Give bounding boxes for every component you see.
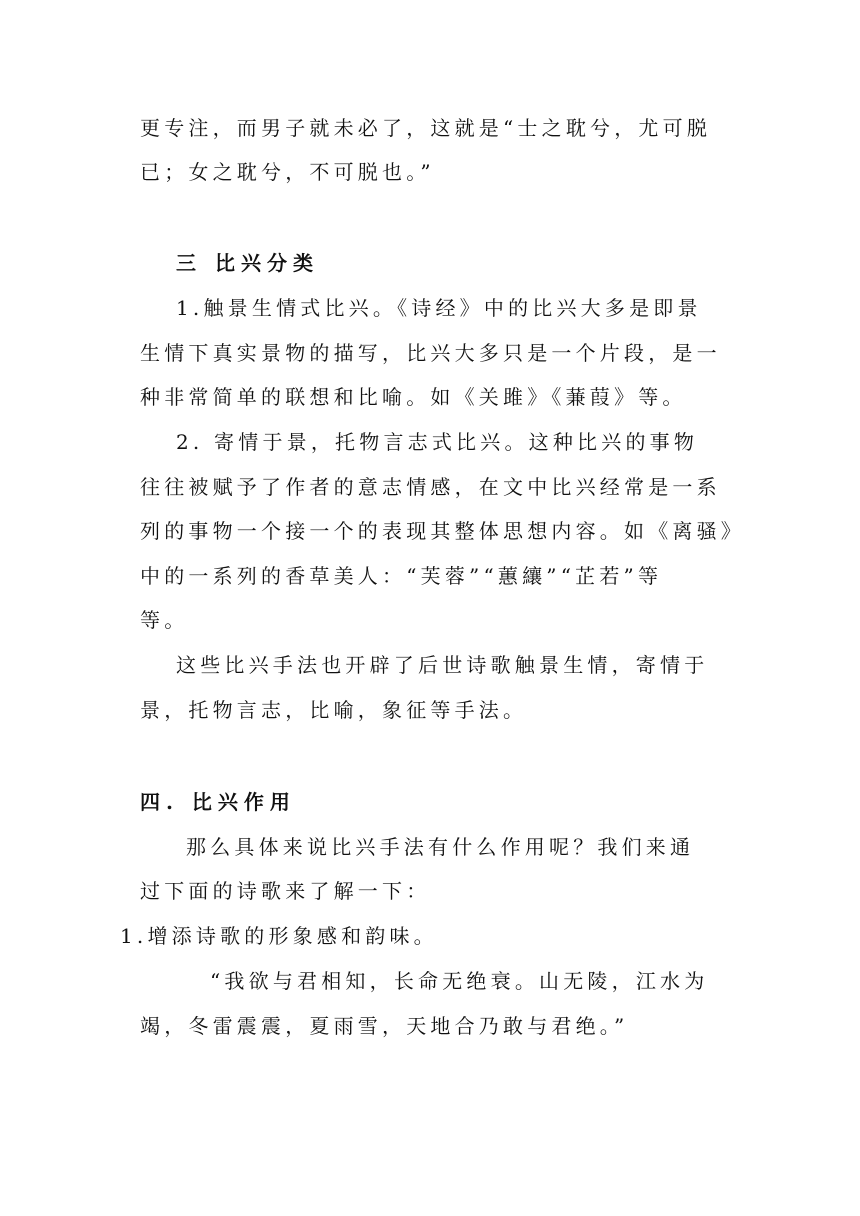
paragraph-line: 等。 xyxy=(140,608,189,632)
quote-line: “我欲与君相知，长命无绝衰。山无陵，江水为 xyxy=(210,969,709,993)
list-item: 1.增添诗歌的形象感和韵味。 xyxy=(120,924,438,948)
paragraph-line: 生情下真实景物的描写，比兴大多只是一个片段，是一 xyxy=(140,341,721,365)
paragraph-line: 这些比兴手法也开辟了后世诗歌触景生情，寄情于 xyxy=(176,653,709,677)
section-heading: 三 比兴分类 xyxy=(176,251,319,275)
paragraph-line: 2. 寄情于景，托物言志式比兴。这种比兴的事物 xyxy=(176,430,699,454)
paragraph-line: 景，托物言志，比喻，象征等手法。 xyxy=(140,698,528,722)
paragraph-line: 过下面的诗歌来了解一下： xyxy=(140,879,431,903)
paragraph-line: 那么具体来说比兴手法有什么作用呢？我们来通 xyxy=(186,835,695,859)
paragraph-line: 已；女之耽兮，不可脱也。” xyxy=(140,160,435,184)
paragraph-line: 往往被赋予了作者的意志情感，在文中比兴经常是一系 xyxy=(140,475,721,499)
paragraph-line: 列的事物一个接一个的表现其整体思想内容。如《离骚》 xyxy=(140,519,745,543)
quote-line: 竭，冬雷震震，夏雨雪，天地合乃敢与君绝。” xyxy=(140,1014,629,1038)
paragraph-line: 中的一系列的香草美人：“芙蓉”“蕙纕”“芷若”等 xyxy=(140,564,663,588)
paragraph-line: 更专注，而男子就未必了，这就是“士之耽兮，尤可脱 xyxy=(140,116,712,140)
paragraph-line: 1.触景生情式比兴。《诗经》中的比兴大多是即景 xyxy=(176,296,702,320)
paragraph-line: 种非常简单的联想和比喻。如《关雎》《蒹葭》等。 xyxy=(140,385,687,409)
section-heading: 四. 比兴作用 xyxy=(140,790,296,814)
